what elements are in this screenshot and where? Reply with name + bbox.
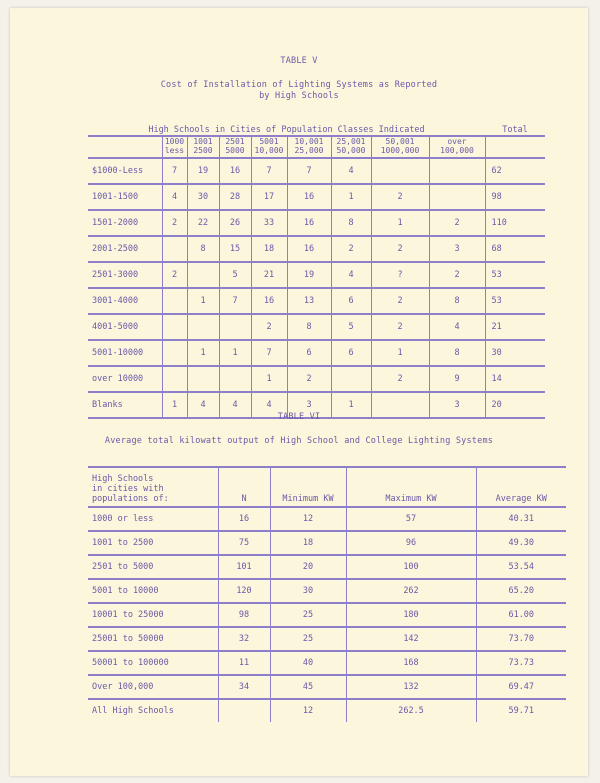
table5-class-header-line: 5001	[259, 137, 279, 146]
avg-kw-cell: 73.73	[476, 651, 566, 675]
row-label: 5001 to 10000	[88, 579, 218, 603]
row-label: 1501-2000	[88, 210, 162, 236]
max-kw-cell: 180	[346, 603, 476, 627]
table-cell: 2	[429, 210, 485, 236]
table5-class-header	[251, 136, 287, 158]
table-row	[88, 210, 545, 236]
table6-col-avg: Average KW	[476, 467, 566, 507]
table-row	[88, 366, 545, 392]
table-cell	[187, 366, 219, 392]
table5-corner-cell	[88, 136, 162, 158]
n-cell: 16	[218, 507, 270, 531]
table-cell: 2	[162, 262, 187, 288]
max-kw-cell: 132	[346, 675, 476, 699]
row-label: 2501 to 5000	[88, 555, 218, 579]
table-cell: 2	[371, 236, 429, 262]
table-row	[88, 531, 566, 555]
table5-class-header-row	[88, 136, 545, 158]
table-cell: 4	[429, 314, 485, 340]
table5-class-header-line: 10,001	[294, 137, 324, 146]
table-cell: 4	[331, 158, 371, 184]
table-cell: 13	[287, 288, 331, 314]
table5-label: TABLE V	[280, 56, 318, 66]
table5-class-header-line: over	[447, 137, 467, 146]
table5-class-header-line: less	[164, 146, 185, 155]
table-cell: 1	[219, 340, 251, 366]
table6	[88, 466, 566, 722]
table-row	[88, 627, 566, 651]
avg-kw-cell: 40.31	[476, 507, 566, 531]
table-cell: 3	[429, 392, 485, 418]
table5-class-header-line: 50,000	[336, 146, 366, 155]
min-kw-cell: 18	[270, 531, 346, 555]
row-total: 14	[485, 366, 545, 392]
row-label: Blanks	[88, 392, 162, 418]
table-row	[88, 579, 566, 603]
table5-class-header-line: 1000	[164, 137, 185, 146]
max-kw-cell: 96	[346, 531, 476, 555]
max-kw-cell: 262	[346, 579, 476, 603]
table-cell: 1	[371, 340, 429, 366]
table5-class-header	[219, 136, 251, 158]
table-cell: 7	[162, 158, 187, 184]
table-cell: 4	[162, 184, 187, 210]
table5-class-header-line: 25,000	[294, 146, 324, 155]
n-cell: 32	[218, 627, 270, 651]
row-label: Over 100,000	[88, 675, 218, 699]
n-cell: 98	[218, 603, 270, 627]
row-total: 20	[485, 392, 545, 418]
table-cell: 7	[251, 340, 287, 366]
table-cell: 4	[187, 392, 219, 418]
table-cell: 1	[251, 366, 287, 392]
table-cell: 19	[287, 262, 331, 288]
table-cell: 8	[187, 236, 219, 262]
table-cell: 2	[371, 314, 429, 340]
row-label: 50001 to 100000	[88, 651, 218, 675]
table-cell: 5	[219, 262, 251, 288]
table-cell: 16	[287, 236, 331, 262]
table-cell: 2	[251, 314, 287, 340]
row-label: 1000 or less	[88, 507, 218, 531]
row-label: 5001-10000	[88, 340, 162, 366]
table-row	[88, 603, 566, 627]
table-row	[88, 675, 566, 699]
avg-kw-cell: 53.54	[476, 555, 566, 579]
table-cell	[371, 158, 429, 184]
table-cell	[162, 236, 187, 262]
table-cell: 6	[287, 340, 331, 366]
table-cell: 6	[331, 340, 371, 366]
table6-col-n: N	[218, 467, 270, 507]
table-cell: 18	[251, 236, 287, 262]
table-cell: ?	[371, 262, 429, 288]
table6-col-min: Minimum KW	[270, 467, 346, 507]
table-row	[88, 507, 566, 531]
row-label: over 10000	[88, 366, 162, 392]
table5-class-header-line: 1001	[193, 137, 213, 146]
table-cell: 26	[219, 210, 251, 236]
max-kw-cell: 100	[346, 555, 476, 579]
max-kw-cell: 168	[346, 651, 476, 675]
table-cell	[331, 366, 371, 392]
table5-group-header-row	[88, 124, 545, 136]
min-kw-cell: 12	[270, 699, 346, 722]
row-label: 4001-5000	[88, 314, 162, 340]
row-label: All High Schools	[92, 706, 174, 716]
table-cell	[429, 158, 485, 184]
table-cell: 2	[371, 366, 429, 392]
min-kw-cell: 30	[270, 579, 346, 603]
row-total: 53	[485, 262, 545, 288]
table5-group-header: High Schools in Cities of Population Classes Indicated	[88, 124, 485, 136]
table-cell: 16	[251, 288, 287, 314]
table5-class-header-line: 5000	[225, 146, 245, 155]
table5-title-line1: Cost of Installation of Lighting Systems as Reported	[160, 80, 438, 90]
table-cell: 19	[187, 158, 219, 184]
table-cell: 7	[219, 288, 251, 314]
row-label: 3001-4000	[88, 288, 162, 314]
table-cell	[187, 262, 219, 288]
table-cell: 9	[429, 366, 485, 392]
row-label: 2001-2500	[88, 236, 162, 262]
table-cell: 3	[429, 236, 485, 262]
table5-title-line2: by High Schools	[259, 91, 339, 101]
table-cell: 17	[251, 184, 287, 210]
table-cell	[162, 340, 187, 366]
table-cell: 1	[331, 184, 371, 210]
row-total: 53	[485, 288, 545, 314]
min-kw-cell: 40	[270, 651, 346, 675]
table5-class-header-line: 2501	[225, 137, 245, 146]
table-cell: 16	[287, 184, 331, 210]
row-label: 1001 to 2500	[88, 531, 218, 555]
n-cell: 34	[218, 675, 270, 699]
table-cell: 4	[219, 392, 251, 418]
table-cell: 6	[331, 288, 371, 314]
table-cell: 16	[219, 158, 251, 184]
row-label: 10001 to 25000	[88, 603, 218, 627]
table5-class-header-line: 1000,000	[380, 146, 420, 155]
table-cell: 15	[219, 236, 251, 262]
table-cell: 4	[331, 262, 371, 288]
table6-header-line: High Schools	[92, 474, 154, 484]
n-cell	[218, 699, 270, 722]
table-cell	[162, 314, 187, 340]
table5-class-header-line: 10,000	[254, 146, 284, 155]
table-cell: 2	[429, 262, 485, 288]
table-cell: 8	[331, 210, 371, 236]
avg-kw-cell: 59.71	[476, 699, 566, 722]
table6-title: Average total kilowatt output of High School and College Lighting Systems	[104, 436, 494, 446]
table-row	[88, 184, 545, 210]
n-cell: 11	[218, 651, 270, 675]
table5-class-header-line: 50,001	[385, 137, 415, 146]
table6-label: TABLE VI	[277, 412, 321, 422]
table-cell: 8	[429, 288, 485, 314]
avg-kw-cell: 65.20	[476, 579, 566, 603]
n-cell: 120	[218, 579, 270, 603]
table-cell: 5	[331, 314, 371, 340]
table-cell: 2	[162, 210, 187, 236]
min-kw-cell: 20	[270, 555, 346, 579]
table5-class-header-line: 100,000	[440, 146, 474, 155]
n-cell: 101	[218, 555, 270, 579]
row-total: 98	[485, 184, 545, 210]
avg-kw-cell: 49.30	[476, 531, 566, 555]
min-kw-cell: 12	[270, 507, 346, 531]
table-cell	[162, 366, 187, 392]
table-cell	[162, 288, 187, 314]
table-row	[88, 158, 545, 184]
table-cell: 16	[287, 210, 331, 236]
row-total: 68	[485, 236, 545, 262]
table-cell: 28	[219, 184, 251, 210]
table5-class-header	[162, 136, 187, 158]
table-cell	[219, 314, 251, 340]
max-kw-cell: 262.5	[346, 699, 476, 722]
table6-row-header	[88, 467, 218, 507]
table-cell: 7	[287, 158, 331, 184]
table-cell: 8	[287, 314, 331, 340]
table5-class-header	[429, 136, 485, 158]
max-kw-cell: 57	[346, 507, 476, 531]
table-cell: 21	[251, 262, 287, 288]
table-cell: 1	[371, 210, 429, 236]
table-cell	[429, 184, 485, 210]
n-cell: 75	[218, 531, 270, 555]
min-kw-cell: 25	[270, 603, 346, 627]
min-kw-cell: 25	[270, 627, 346, 651]
table5-class-header-line: 25,001	[336, 137, 366, 146]
table-cell: 2	[371, 184, 429, 210]
avg-kw-cell: 69.47	[476, 675, 566, 699]
table6-body	[88, 507, 566, 722]
table5-total-column-header	[485, 136, 545, 158]
table-row	[88, 288, 545, 314]
table5-class-header	[187, 136, 219, 158]
table5-body	[88, 158, 545, 418]
table-cell: 3	[287, 392, 331, 418]
table5-total-header: Total	[485, 124, 545, 136]
max-kw-cell: 142	[346, 627, 476, 651]
table6-header-line: in cities with	[92, 484, 164, 494]
avg-kw-cell: 73.70	[476, 627, 566, 651]
table-cell: 8	[429, 340, 485, 366]
table5-class-header	[287, 136, 331, 158]
table-row	[88, 314, 545, 340]
row-label: 25001 to 50000	[88, 627, 218, 651]
table-cell	[219, 366, 251, 392]
table6-header-line: populations of:	[92, 494, 169, 504]
row-label: $1000-Less	[88, 158, 162, 184]
table-cell: 22	[187, 210, 219, 236]
avg-kw-cell: 61.00	[476, 603, 566, 627]
table-row	[88, 699, 566, 722]
row-label: 1001-1500	[88, 184, 162, 210]
table-cell: 33	[251, 210, 287, 236]
table5-class-header	[371, 136, 429, 158]
table-cell: 1	[187, 288, 219, 314]
row-total: 62	[485, 158, 545, 184]
table-cell	[187, 314, 219, 340]
document-page	[10, 8, 588, 776]
row-total: 110	[485, 210, 545, 236]
table-cell: 1	[162, 392, 187, 418]
row-total: 21	[485, 314, 545, 340]
table-cell: 1	[187, 340, 219, 366]
min-kw-cell: 45	[270, 675, 346, 699]
table5-class-header-line: 2500	[193, 146, 213, 155]
table-cell: 2	[331, 236, 371, 262]
table6-col-max: Maximum KW	[346, 467, 476, 507]
row-label: 2501-3000	[88, 262, 162, 288]
table5	[88, 124, 545, 419]
row-total: 30	[485, 340, 545, 366]
table6-header-row	[88, 467, 566, 507]
table-row	[88, 262, 545, 288]
table-cell: 2	[287, 366, 331, 392]
table-cell: 30	[187, 184, 219, 210]
table-cell: 2	[371, 288, 429, 314]
table-row	[88, 555, 566, 579]
table-row	[88, 340, 545, 366]
table5-class-header	[331, 136, 371, 158]
table-cell: 1	[331, 392, 371, 418]
table-cell: 7	[251, 158, 287, 184]
table-row	[88, 651, 566, 675]
table-cell: 4	[251, 392, 287, 418]
table-row	[88, 236, 545, 262]
